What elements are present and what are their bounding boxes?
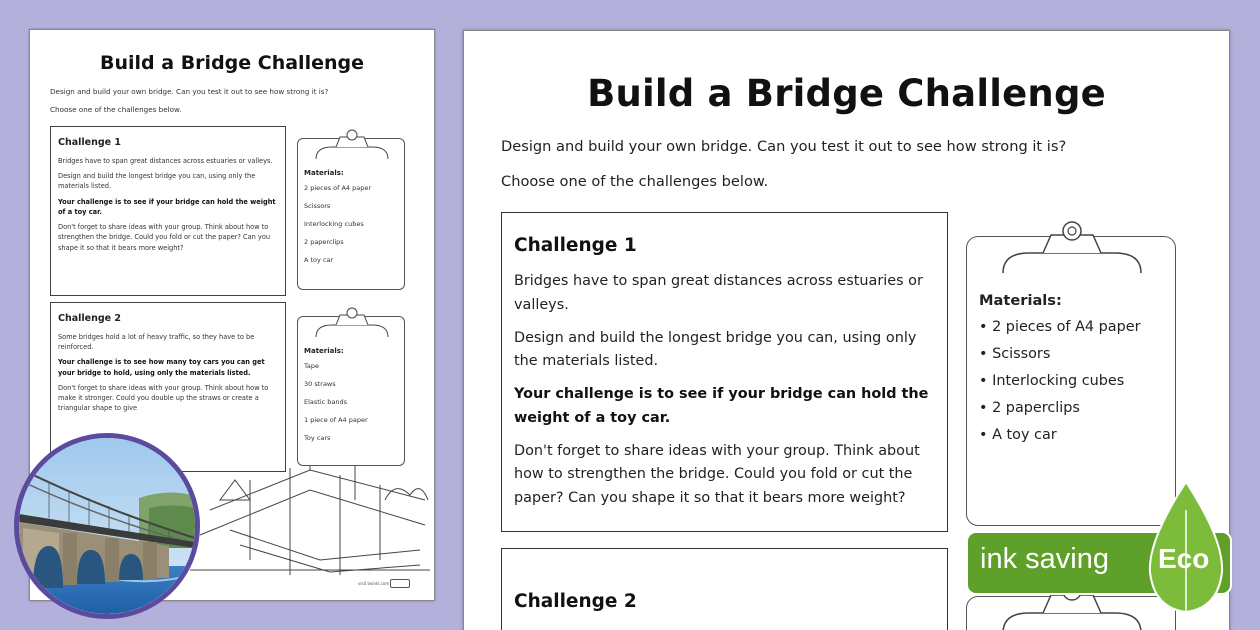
challenge-2-heading: Challenge 2: [514, 591, 637, 612]
suspension-bridge-image: [19, 438, 195, 614]
materials-1-item: • Scissors: [979, 346, 1163, 362]
challenge-1-p2: Design and build the longest bridge you can, using only the materials listed.: [514, 329, 917, 370]
eco-leaf: [1146, 480, 1226, 624]
thumb-footer: visit twinkl.com: [358, 581, 390, 586]
materials-1-item: • 2 paperclips: [979, 400, 1163, 416]
thumb-challenge-2-heading: Challenge 2: [58, 313, 122, 324]
thumb-materials-1-label: Materials:: [304, 169, 344, 177]
thumb-challenge-1: [50, 126, 286, 296]
thumb-m1-item: 2 pieces of A4 paper: [304, 184, 372, 192]
thumb-m1-item: Interlocking cubes: [304, 220, 364, 228]
challenge-1-heading: Challenge 1: [514, 235, 637, 256]
logo-icon: [390, 579, 410, 588]
thumb-c2-p2: Your challenge is to see how many toy cars you can get your bridge to hold, using only the materials listed.: [58, 358, 265, 377]
thumb-intro-1: Design and build your own bridge. Can you test it out to see how strong it is?: [50, 87, 329, 96]
thumb-clipboard-1: [297, 138, 405, 290]
thumb-c2-p3: Don't forget to share ideas with your group. Think about how to make it stronger. Could you double up the straws or create a triangular shape to give: [58, 383, 269, 413]
thumb-m2-item: 1 piece of A4 paper: [304, 416, 368, 424]
thumb-m1-item: Scissors: [304, 202, 331, 210]
bridge-photo: [14, 433, 200, 619]
materials-1-item: • Interlocking cubes: [979, 373, 1163, 389]
challenge-2-box: [501, 548, 948, 630]
thumb-challenge-1-heading: Challenge 1: [58, 137, 122, 148]
thumb-m2-item: 30 straws: [304, 380, 336, 388]
thumb-intro-2: Choose one of the challenges below.: [50, 105, 182, 114]
challenge-1-p1: Bridges have to span great distances across estuaries or valleys.: [514, 273, 923, 313]
materials-1-item: • A toy car: [979, 427, 1163, 443]
thumb-m2-item: Tape: [304, 362, 320, 370]
eco-label: Eco: [1158, 543, 1210, 574]
thumb-c1-p1: Bridges have to span great distances across estuaries or valleys.: [58, 157, 273, 165]
thumb-materials-2-label: Materials:: [304, 347, 344, 355]
materials-clipboard-1: [966, 236, 1176, 526]
thumb-c1-p4: Don't forget to share ideas with your group. Think about how to strengthen the bridge. Could you fold or cut the paper? Can you shape it so that it bears more weight?: [58, 223, 271, 252]
thumb-clipboard-2: [297, 316, 405, 466]
thumb-title: Build a Bridge Challenge: [100, 52, 364, 74]
challenge-1-box: [501, 212, 948, 532]
materials-1-label: Materials:: [979, 292, 1062, 309]
clip-icon: [312, 125, 392, 161]
challenge-1-p3: Your challenge is to see if your bridge can hold the weight of a toy car.: [514, 386, 929, 426]
clip-icon: [312, 303, 392, 339]
thumb-c1-p3: Your challenge is to see if your bridge can hold the weight of a toy car.: [58, 197, 276, 216]
thumb-m1-item: 2 paperclips: [304, 238, 344, 246]
clip-icon: [999, 215, 1145, 275]
instruction-text: Choose one of the challenges below.: [501, 173, 769, 190]
thumb-c1-p2: Design and build the longest bridge you can, using only the materials listed.: [58, 172, 256, 191]
thumb-m2-item: Toy cars: [304, 434, 331, 442]
thumb-m1-item: A toy car: [304, 256, 334, 264]
challenge-1-p4: Don't forget to share ideas with your group. Think about how to strengthen the bridge. Could you fold or cut the paper? Can you shape it so that it bears more weight?: [514, 442, 920, 507]
ink-saving-text: ink saving: [980, 543, 1109, 575]
materials-clipboard-2: [966, 596, 1176, 630]
intro-text: Design and build your own bridge. Can you test it out to see how strong it is?: [501, 138, 1067, 155]
materials-1-item: • 2 pieces of A4 paper: [979, 319, 1163, 335]
thumb-c2-p1: Some bridges hold a lot of heavy traffic, so they have to be reinforced.: [58, 333, 255, 352]
page-title: Build a Bridge Challenge: [587, 72, 1106, 115]
thumb-m2-item: Elastic bands: [304, 398, 348, 406]
